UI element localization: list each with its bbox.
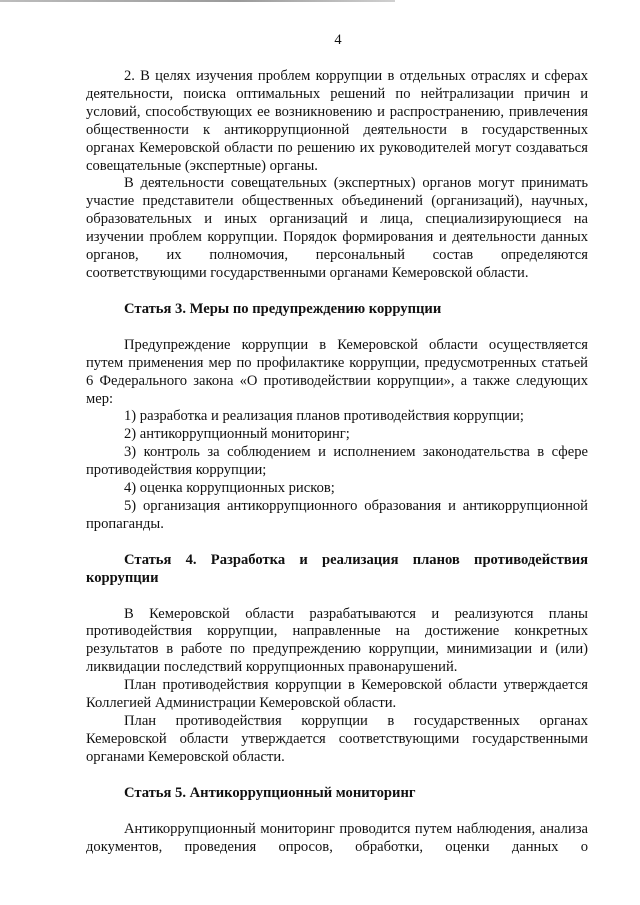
page-number: 4 (334, 32, 342, 48)
article-3-item: 3) контроль за соблюдением и исполнением законодательства в сфере противодействия коррупции; (86, 444, 588, 479)
article-5-paragraph: Антикоррупционный мониторинг проводится путем наблюдения, анализа документов, проведения опросов, обработки, оценки данных о (86, 820, 588, 855)
article-3-item: 2) антикоррупционный мониторинг; (124, 426, 350, 443)
scan-edge-line (0, 0, 395, 2)
article-3-item: 4) оценка коррупционных рисков; (124, 480, 335, 497)
article-3-heading: Статья 3. Меры по предупреждению коррупции (124, 300, 442, 317)
article-3-item: 5) организация антикоррупционного образования и антикоррупционной пропаганды. (86, 497, 588, 532)
paragraph-advisory-participation: В деятельности совещательных (экспертных) органов могут принимать участие представители общественных объединений (организаций), научных, образовательных и иных организаций и лица, специализирующиеся на изучении проблем коррупции. Порядок формирования и деятельности данных органов, их полномочия, персональный состав определяются соответствующими государственными органами Кемеровской области. (86, 175, 588, 281)
document-body (86, 68, 588, 856)
paragraph-advisory-bodies: 2. В целях изучения проблем коррупции в отдельных отраслях и сферах деятельности, поиска оптимальных решений по нейтрализации причин и условий, способствующих ее возникновению и распространению, привлечения общественности к антикоррупционной деятельности в государственных органах Кемеровской области по решению их руководителей могут создаваться совещательные (экспертные) органы. (86, 68, 588, 174)
article-4-heading: Статья 4. Разработка и реализация планов противодействия коррупции (86, 551, 588, 586)
article-5-heading: Статья 5. Антикоррупционный мониторинг (124, 784, 416, 801)
article-4-paragraph: План противодействия коррупции в государственных органах Кемеровской области утверждается соответствующими государственными органами Кемеровской области. (86, 713, 588, 765)
article-3-intro: Предупреждение коррупции в Кемеровской области осуществляется путем применения мер по профилактике коррупции, предусмотренных статьей 6 Федерального закона «О противодействии коррупции», а также следующих мер: (86, 336, 588, 407)
article-4-paragraph: План противодействия коррупции в Кемеровской области утверждается Коллегией Администрации Кемеровской области. (86, 677, 588, 712)
article-4-paragraph: В Кемеровской области разрабатываются и реализуются планы противодействия коррупции, направленные на достижение конкретных результатов в работе по предупреждению коррупции, минимизации и (или) ликвидации последствий коррупционных правонарушений. (86, 605, 588, 676)
article-3-item: 1) разработка и реализация планов противодействия коррупции; (124, 408, 524, 425)
